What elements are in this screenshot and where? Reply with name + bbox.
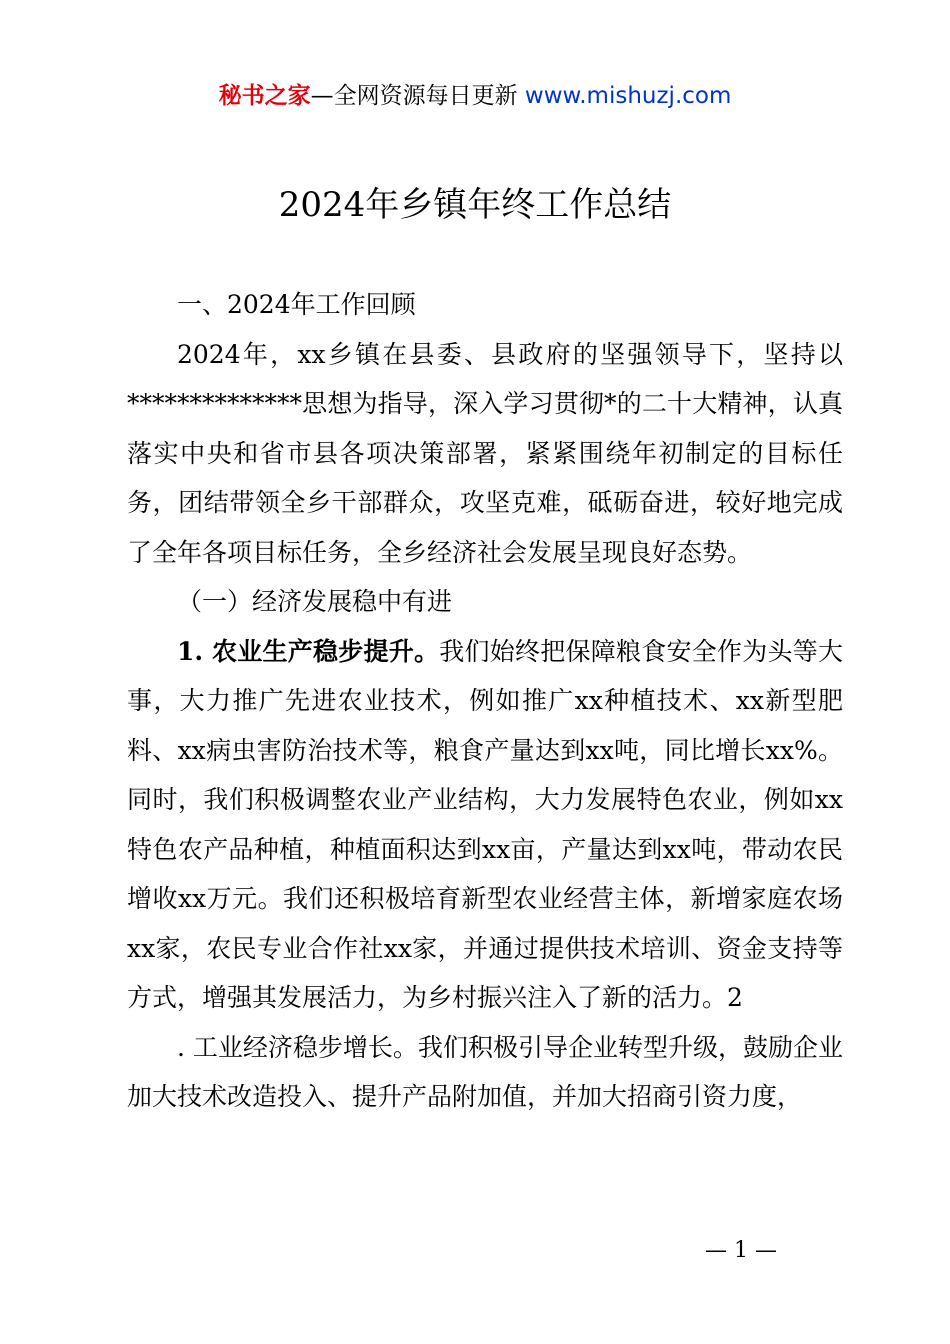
site-header — [0, 80, 950, 112]
site-url-link[interactable]: www.mishuzj.com — [524, 83, 732, 109]
page-number: — 1 — — [705, 1238, 777, 1263]
site-tagline: —全网资源每日更新 — [310, 83, 525, 109]
intro-paragraph: 2024年，xx乡镇在县委、县政府的坚强领导下，坚持以**************思想为指导，深入学习贯彻*的二十大精神，认真落实中央和省市县各项决策部署，紧紧围绕年初制定的目标任务，团结带领全乡干部群众，攻坚克难，砥砺奋进，较好地完成了全年各项目标任务，全乡经济社会发展呈现良好态势。 — [127, 339, 843, 567]
site-brand: 秘书之家 — [218, 83, 311, 109]
item-1-body: 我们始终把保障粮食安全作为头等大事，大力推广先进农业技术，例如推广xx种植技术、xx新型肥料、xx病虫害防治技术等，粮食产量达到xx吨，同比增长xx%。同时，我们积极调整农业产业结构，大力发展特色农业，例如xx特色农产品种植，种植面积达到xx亩，产量达到xx吨，带动农民增收xx万元。我们还积极培育新型农业经营主体，新增家庭农场xx家，农民专业合作社xx家，并通过提供技术培训、资金支持等方式，增强其发展活力，为乡村振兴注入了新的活力。2 — [127, 636, 843, 1012]
document-title: 2024年乡镇年终工作总结 — [278, 185, 672, 225]
item-1-paragraph — [127, 627, 843, 1023]
document-body — [127, 280, 843, 1122]
item-2-paragraph: . 工业经济稳步增长。我们积极引导企业转型升级，鼓励企业加大技术改造投入、提升产品附加值，并加大招商引资力度， — [127, 1032, 843, 1111]
item-1-lead: 1. 农业生产稳步提升。 — [177, 636, 440, 666]
subsection-heading: （一）经济发展稳中有进 — [177, 587, 453, 616]
section-heading: 一、2024年工作回顾 — [177, 290, 416, 319]
